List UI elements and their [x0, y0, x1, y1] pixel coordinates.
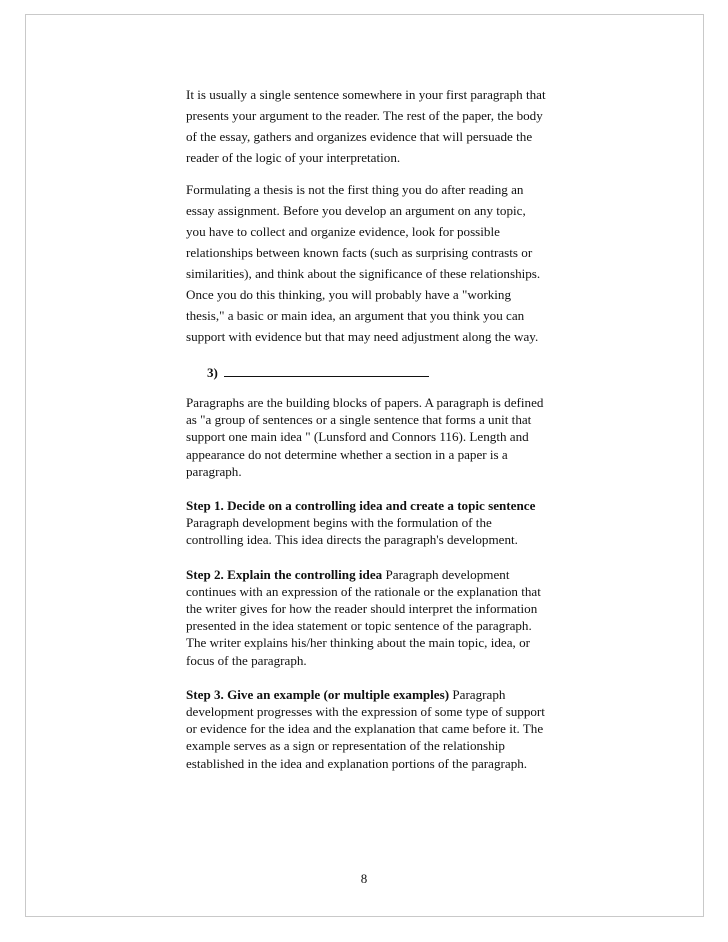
- step-2-text: Paragraph development continues with an expression of the rationale or the explanation that the writer gives for how the reader should interpret the information presented in the idea statement or topic sentence of the paragraph. The writer explains his/her thinking about the main topic, idea, or focus of the paragraph.: [186, 566, 541, 668]
- step-1-text: Paragraph development begins with the formulation of the controlling idea. This idea directs the paragraph's development.: [186, 515, 518, 548]
- step-3-paragraph: [186, 686, 546, 772]
- page-body: [186, 84, 546, 772]
- step-3-heading: Step 3. Give an example (or multiple examples): [186, 686, 450, 702]
- thesis-paragraph-2: Formulating a thesis is not the first thing you do after reading an essay assignment. Before you develop an argument on any topic, you have to collect and organize evidence, look for possible relationships between known facts (such as surprising contrasts or similarities), and think about the significance of these relationships. Once you do this thinking, you will probably have a "working thesis," a basic or main idea, an argument that you think you can support with evidence but that may need adjustment along the way.: [186, 182, 541, 344]
- page-number: 8: [360, 871, 368, 886]
- thesis-paragraph-1: It is usually a single sentence somewhere in your first paragraph that presents your argument to the reader. The rest of the paper, the body of the essay, gathers and organizes evidence that will persuade the reader of the logic of your interpretation.: [186, 87, 546, 165]
- step-2-paragraph: [186, 566, 546, 669]
- step-1-paragraph: [186, 497, 546, 549]
- blank-line: [224, 364, 429, 377]
- paragraphs-definition: Paragraphs are the building blocks of papers. A paragraph is defined as "a group of sentences or a single sentence that forms a unit that support one main idea " (Lunsford and Connors 116). Length and appearance do not determine whether a section in a paper is a paragraph.: [186, 395, 544, 479]
- item-number: 3): [207, 365, 218, 380]
- step-1-heading: Step 1. Decide on a controlling idea and create a topic sentence: [186, 498, 536, 514]
- step-2-heading: Step 2. Explain the controlling idea: [186, 566, 383, 582]
- numbered-item-3: [186, 364, 546, 381]
- step-3-text: Paragraph development progresses with the expression of some type of support or evidence for the idea and the explanation that came before it. The example serves as a sign or representation of the relationship established in the idea and explanation portions of the paragraph.: [186, 686, 545, 771]
